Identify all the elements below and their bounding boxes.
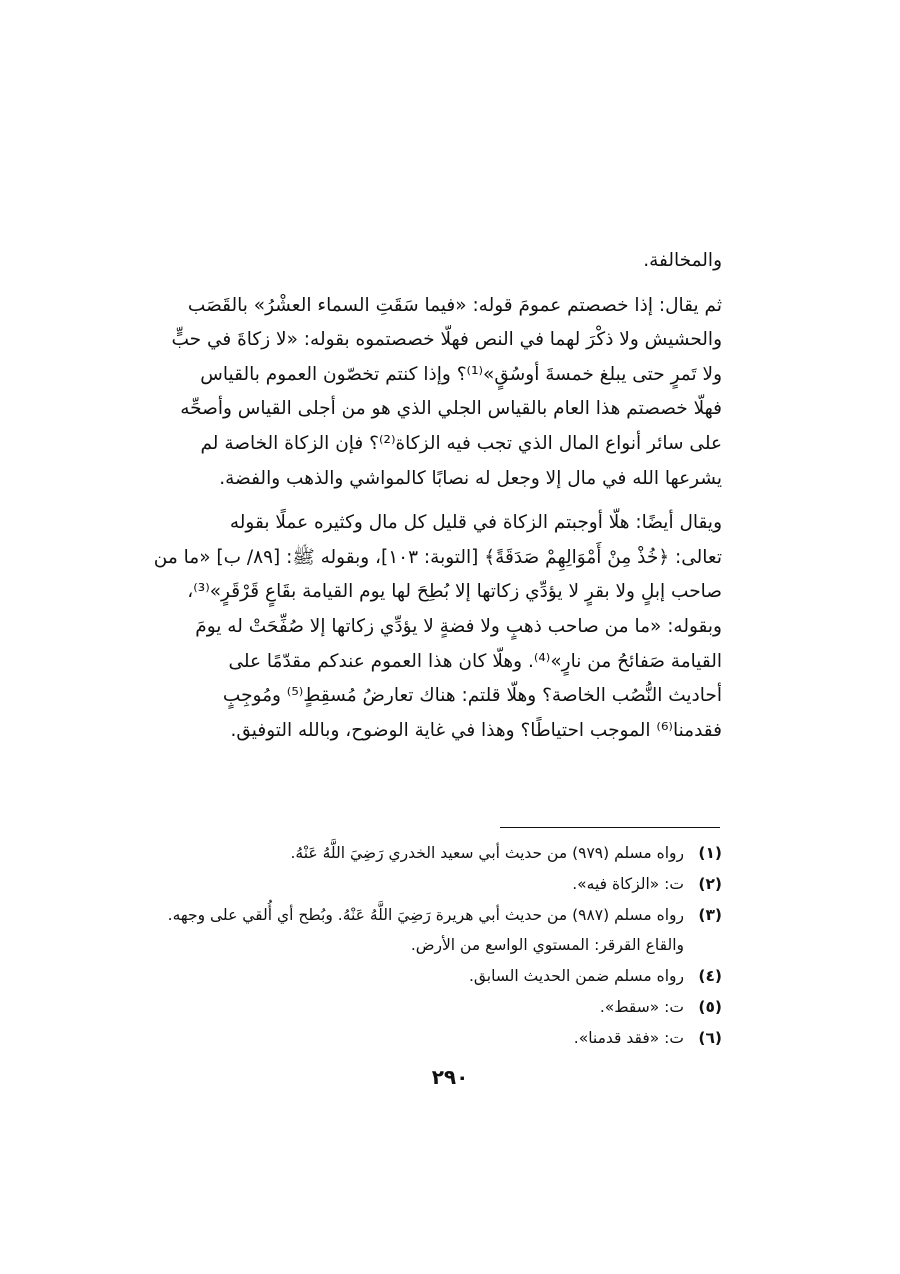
text-line: فهلّا خصصتم هذا العام بالقياس الجلي الذي هو من أجلى القياس وأصحِّه	[180, 398, 722, 420]
text-line: ولا تَمرٍ حتى يبلغ خمسةَ أوسُقٍ»⁽¹⁾؟ وإذا كنتم تخصّون العموم بالقياس	[200, 363, 722, 385]
text-line: ويقال أيضًا: هلّا أوجبتم الزكاة في قليل كل مال وكثيره عملًا بقوله	[229, 512, 722, 534]
footnotes	[167, 838, 722, 1054]
footnote-item	[182, 961, 722, 992]
text-line: أحاديث النُّصُب الخاصة؟ وهلّا قلتم: هناك تعارضُ مُسقِطٍ⁽⁵⁾ ومُوجِبٍ	[222, 685, 722, 707]
text-line: يشرعها الله في مال إلا وجعل له نصابًا كالمواشي والذهب والفضة.	[219, 467, 722, 489]
footnote-number: (٤)	[698, 967, 722, 986]
footnote-separator	[500, 827, 720, 828]
footnote-number: (٥)	[698, 997, 722, 1016]
footnote-item	[167, 900, 722, 931]
text-line: ثم يقال: إذا خصصتم عمومَ قوله: «فيما سَقَتِ السماء العشْرُ» بالقَصَب	[187, 294, 722, 316]
text-line: تعالى: ﴿خُذْ مِنْ أَمْوَالِهِمْ صَدَقَةً﴾ [التوبة: ١٠٣]، وبقوله ﷺ: [٨٩/ ب] «ما من	[153, 546, 722, 568]
footnote-text: رواه مسلم (٩٨٧) من حديث أبي هريرة رَضِيَ اللَّهُ عَنْهُ. وبُطح أي أُلقي على وجهه.	[167, 905, 684, 924]
footnote-item	[182, 1023, 722, 1054]
footnote-text: رواه مسلم (٩٧٩) من حديث أبي سعيد الخدري رَضِيَ اللَّهُ عَنْهُ.	[290, 844, 684, 862]
footnote-item	[182, 992, 722, 1023]
footnote-number: (٦)	[698, 1028, 722, 1047]
text-line: والحشيش ولا ذكْرَ لهما في النص فهلّا خصصتموه بقوله: «لا زكاةَ في حبٍّ	[171, 329, 722, 351]
footnote-text: ت: «الزكاة فيه».	[572, 874, 684, 893]
main-text	[153, 244, 722, 748]
text-line: والمخالفة.	[643, 250, 722, 271]
footnote-text: ت: «فقد قدمنا».	[573, 1028, 684, 1047]
text-line: فقدمنا⁽⁶⁾ الموجب احتياطًا؟ وهذا في غاية الوضوح، وبالله التوفيق.	[230, 719, 722, 741]
footnote-text: ت: «سقط».	[599, 997, 684, 1016]
footnote-item	[182, 869, 722, 900]
footnote-number: (١)	[698, 844, 722, 862]
footnote-continuation: والقاع القرقر: المستوي الواسع من الأرض.	[410, 936, 684, 955]
footnote-number: (٢)	[698, 874, 722, 893]
footnote-text: رواه مسلم ضمن الحديث السابق.	[468, 967, 684, 986]
text-line: صاحب إبلٍ ولا بقرٍ لا يؤدِّي زكاتها إلا بُطِحَ لها يوم القيامة بقَاعٍ قَرْقَرٍ»⁽³⁾،	[187, 581, 722, 603]
text-line: وبقوله: «ما من صاحب ذهبٍ ولا فضةٍ لا يؤدِّي زكاتها إلا صُفِّحَتْ له يومَ	[195, 615, 722, 637]
page-number: ٢٩٠	[431, 1065, 469, 1089]
footnote-item	[182, 838, 722, 869]
text-line: على سائر أنواع المال الذي تجب فيه الزكاة⁽²⁾؟ فإن الزكاة الخاصة لم	[200, 432, 722, 454]
footnote-number: (٣)	[698, 905, 722, 924]
text-line: القيامة صَفائحُ من نارٍ»⁽⁴⁾. وهلّا كان هذا العموم عندكم مقدّمًا على	[228, 650, 722, 672]
